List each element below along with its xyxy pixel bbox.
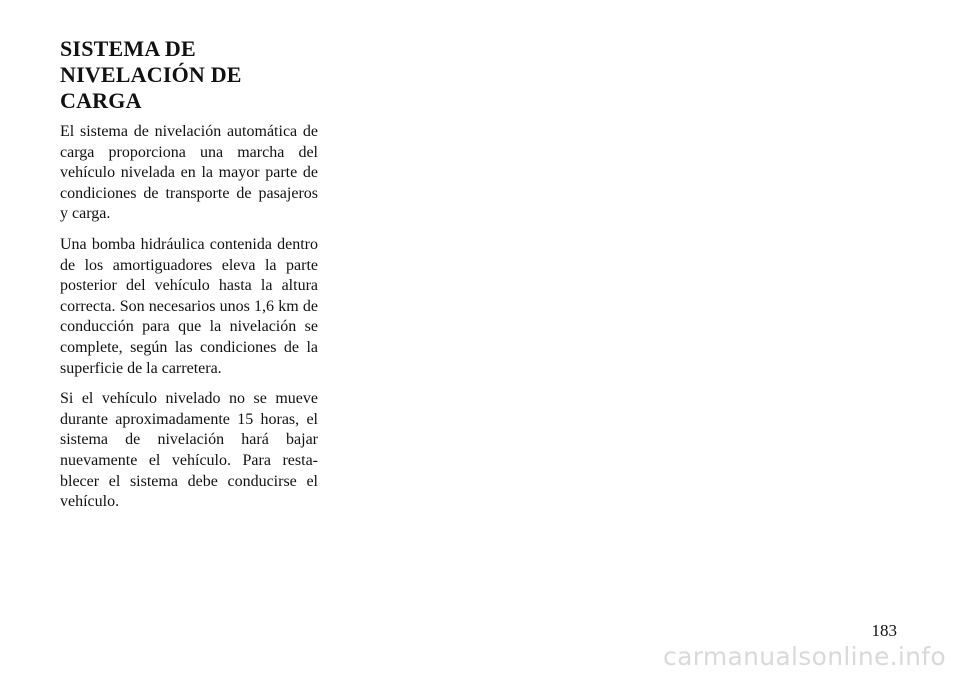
section-heading xyxy=(60,36,318,114)
text-column xyxy=(60,36,318,523)
heading-line-2: NIVELACIÓN DE CARGA xyxy=(60,62,242,113)
heading-line-1: SISTEMA DE xyxy=(60,36,196,61)
paragraph-2: Una bomba hidráulica contenida dentro de los amortiguadores eleva la parte posterior del vehículo hasta la altura correcta. Son necesarios unos 1,6 km de conducción para que la nivelación se complete, según las condiciones de la superficie de la carretera. xyxy=(60,235,318,377)
paragraph-1: El sistema de nivelación automática de carga proporciona una marcha del vehículo nivelada en la mayor parte de condiciones de transporte de pasajeros y carga. xyxy=(60,123,318,223)
watermark-text: carmanualsonline.info xyxy=(663,642,946,671)
page-number: 183 xyxy=(871,621,897,640)
paragraph-3: Si el vehículo nivelado no se mueve durante aproximadamente 15 horas, el sistema de nivelación hará bajar nuevamente el vehículo. Para restablecer el sistema debe conducirse el vehículo. xyxy=(60,390,318,511)
